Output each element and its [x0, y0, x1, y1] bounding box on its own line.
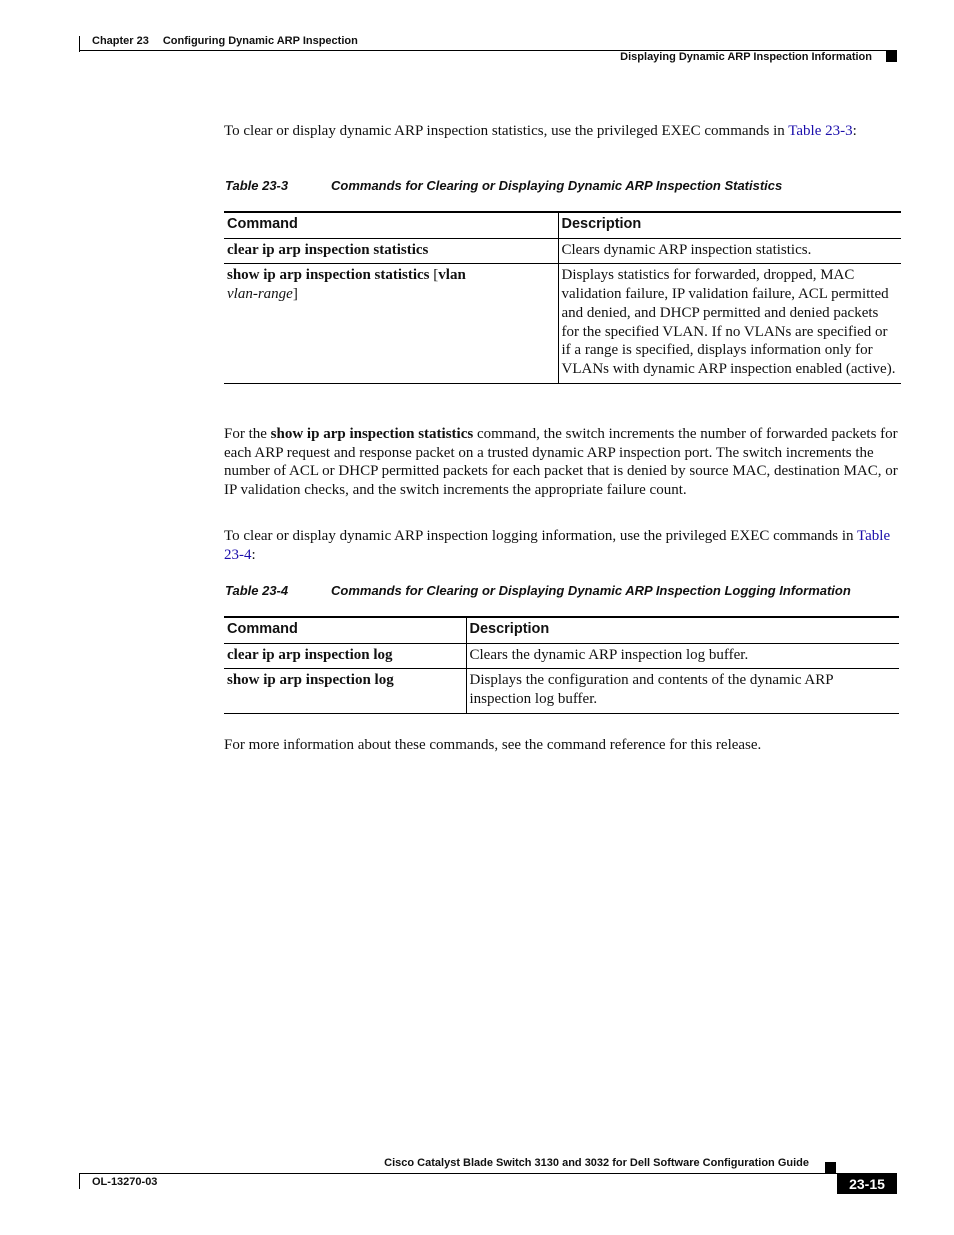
description-cell: Displays the configuration and contents of the dynamic ARP inspection log buffer. [466, 669, 899, 713]
table2-caption [225, 583, 851, 598]
table1-label: Table 23-3 [225, 178, 289, 193]
para3-end: : [251, 546, 256, 563]
intro-end: : [852, 123, 857, 139]
intro-paragraph [224, 122, 900, 141]
chapter-number: Chapter 23 [92, 35, 149, 47]
table-row [224, 238, 901, 264]
footer-marker [825, 1162, 836, 1173]
command-name: show ip arp inspection statistics [227, 267, 430, 284]
page-number-badge: 23-15 [837, 1174, 897, 1194]
running-header-chapter [92, 35, 358, 47]
column-header-description: Description [558, 212, 901, 238]
footer-guide-title: Cisco Catalyst Blade Switch 3130 and 3032 for Dell Software Configuration Guide [384, 1157, 809, 1169]
table1-caption [225, 178, 783, 193]
para2-command: show ip arp inspection statistics [270, 426, 474, 442]
table-23-4-link[interactable]: Table 23-4 [224, 528, 891, 563]
column-header-description: Description [466, 617, 899, 643]
command-keyword: vlan [438, 267, 466, 284]
command-cell: clear ip arp inspection log [224, 643, 466, 669]
table-row [224, 669, 899, 713]
description-cell: Clears dynamic ARP inspection statistics. [558, 238, 901, 264]
table-header-row [224, 617, 899, 643]
header-marker [886, 51, 897, 62]
table2-label: Table 23-4 [225, 583, 289, 598]
command-cell: show ip arp inspection log [224, 669, 466, 713]
para3-text: To clear or display dynamic ARP inspection logging information, use the privileged EXEC commands in [224, 528, 858, 544]
table-header-row [224, 212, 901, 238]
logging-paragraph [224, 527, 900, 564]
column-header-command: Command [224, 212, 558, 238]
para2-pre: For the [224, 426, 271, 442]
command-cell: clear ip arp inspection statistics [224, 238, 558, 264]
table-23-3 [224, 211, 901, 384]
command-argument: vlan-range [227, 286, 293, 303]
column-header-command: Command [224, 617, 466, 643]
more-info-paragraph: For more information about these commands, see the command reference for this release. [224, 737, 762, 753]
command-cell [224, 264, 558, 383]
footer-rule [79, 1173, 897, 1174]
running-header-section: Displaying Dynamic ARP Inspection Information [620, 51, 872, 63]
table1-title: Commands for Clearing or Displaying Dynamic ARP Inspection Statistics [331, 178, 783, 193]
footer-rule-vertical [79, 1173, 80, 1189]
footer-doc-number: OL-13270-03 [92, 1176, 158, 1188]
table-row [224, 643, 899, 669]
table-23-4 [224, 616, 899, 714]
para2-post: command, the switch increments the number of forwarded packets for each ARP request and response packet on a trusted dynamic ARP inspection port. The switch increments the number of ACL or DHCP permitted packets for each packet that is denied by source MAC, destination MAC, or IP validation checks, and the switch increments the appropriate failure count. [224, 426, 898, 499]
table-23-3-link[interactable]: Table 23-3 [788, 123, 853, 139]
chapter-title: Configuring Dynamic ARP Inspection [162, 35, 358, 47]
bracket-open: [ [429, 267, 439, 284]
table-row [224, 264, 901, 383]
table2-title: Commands for Clearing or Displaying Dynamic ARP Inspection Logging Information [331, 583, 851, 598]
bracket-close: ] [292, 286, 298, 303]
description-cell: Displays statistics for forwarded, dropped, MAC validation failure, IP validation failure, ACL permitted and denied, and DHCP permitted and denied packets for the specified VLAN. If no VLANs are specified or if a range is specified, displays information only for VLANs with dynamic ARP inspection enabled (active). [558, 264, 901, 383]
statistics-paragraph [224, 425, 898, 500]
intro-text: To clear or display dynamic ARP inspection statistics, use the privileged EXEC commands in [224, 123, 789, 139]
description-cell: Clears the dynamic ARP inspection log buffer. [466, 643, 899, 669]
